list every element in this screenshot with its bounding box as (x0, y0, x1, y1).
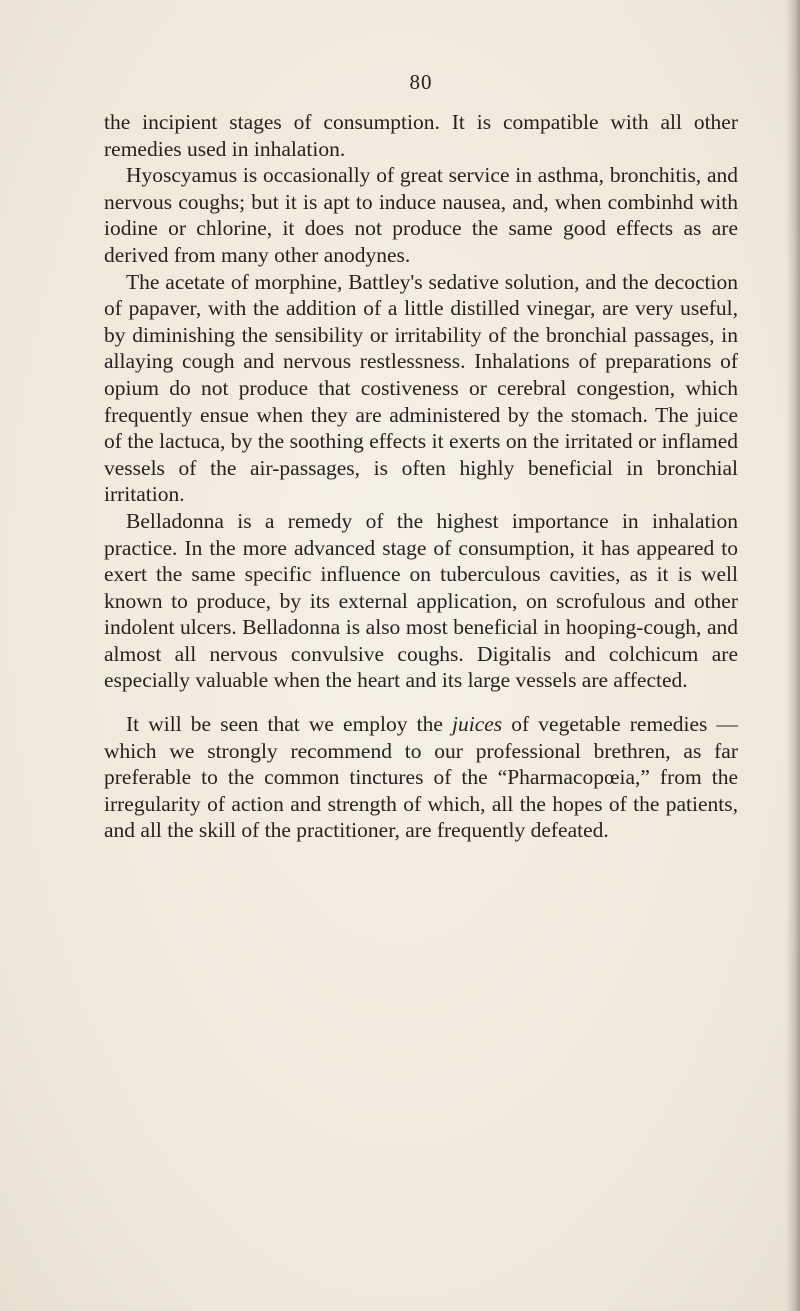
book-page (104, 70, 738, 844)
paragraph-morphine: The acetate of morphine, Battley's sedative solution, and the decoction of papaver, with the addition of a little distilled vinegar, are very useful, by diminishing the sensibility or irritability of the bronchial passages, in allaying cough and nervous restlessness. Inhalations of preparations of opium do not produce that costiveness or cerebral congestion, which frequently ensue when they are administered by the stomach. The juice of the lactuca, by the soothing effects it exerts on the irritated or inflamed vessels of the air-passages, is often highly beneficial in bronchial irritation. (104, 269, 738, 507)
juices-italic-word: juices (452, 712, 503, 737)
paragraph-belladonna: Belladonna is a remedy of the highest importance in inhalation practice. In the more advanced stage of consumption, it has appeared to exert the same specific influence on tuberculous cavities, as it is well known to produce, by its external application, on scrofulous and other indolent ulcers. Belladonna is also most beneficial in hooping-cough, and almost all nervous convulsive coughs. Digitalis and colchicum are especially valuable when the heart and its large vessels are affected. (104, 508, 738, 693)
paragraph-consumption-continued: the incipient stages of consumption. It is compatible with all other remedies used in inhalation. (104, 110, 738, 161)
page-number: 80 (409, 70, 433, 94)
juices-text-after: of vegetable remedies —which we strongly recommend to our professional brethren, as far preferable to the common tinctures of the “Pharmacopœia,” from the irregularity of action and strength of which, all the hopes of the patients, and all the skill of the practitioner, are frequently defeated. (104, 712, 738, 843)
paragraph-hyoscyamus: Hyoscyamus is occasionally of great service in asthma, bronchitis, and nervous coughs; but it is apt to induce nausea, and, when combinhd with iodine or chlorine, it does not produce the same good effects as are derived from many other anodynes. (104, 163, 738, 267)
juices-text-before: It will be seen that we employ the (126, 712, 453, 737)
paragraph-juices (104, 711, 738, 844)
page-edge-shadow (786, 0, 800, 1311)
